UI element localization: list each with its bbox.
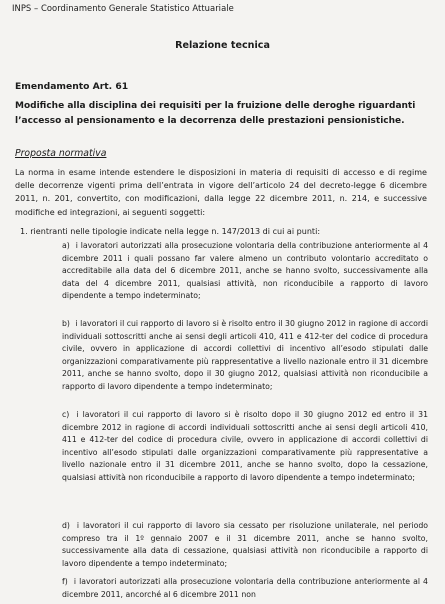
subitem-a: [62, 240, 428, 303]
subitem-text: i lavoratori il cui rapporto di lavoro si è risolto entro il 30 giugno 2012 in ragione di accordi individuali sottoscritti anche ai sensi degli articoli 410, 411 e 412-ter del codice di procedura civile, ovvero in applicazione di accordi collettivi di incentivo all’esodo stipulati dalle organizzazioni comparativamente più rappresentative a livello nazionale entro il 31 dicembre 2011, anche se hanno svolto, dopo il 30 giugno 2012, qualsiasi attività non riconducibile a rapporto di lavoro dipendente a tempo indeterminato;: [62, 319, 428, 391]
subitem-label: a): [62, 241, 70, 250]
subitem-f: [62, 576, 428, 601]
subject-heading: Modifiche alla disciplina dei requisiti per la fruizione delle deroghe riguardanti l’accesso al pensionamento e la decorrenza delle prestazioni pensionistiche.: [15, 101, 416, 126]
subitem-text: i lavoratori autorizzati alla prosecuzione volontaria della contribuzione anteriormente al 4 dicembre 2011 i quali possano far valere almeno un contributo volontario accreditato o accreditabile alla data del 6 dicembre 2011, anche se hanno svolto, successivamente alla data del 4 dicembre 2011, qualsiasi attività, non riconducibile a rapporto di lavoro dipendente a tempo indeterminato;: [62, 241, 429, 301]
subitem-text: i lavoratori il cui rapporto di lavoro sia cessato per risoluzione unilaterale, nel periodo compreso tra il 1º gennaio 2007 e il 31 dicembre 2011, anche se hanno svolto, successivamente alla data di cessazione, qualsiasi attività non riconducibile a rapporto di lavoro dipendente a tempo indeterminato;: [62, 521, 428, 568]
subitem-label: b): [62, 319, 70, 328]
subitem-text: i lavoratori autorizzati alla prosecuzione volontaria della contribuzione anteriormente al 4 dicembre 2011, ancorché al 6 dicembre 2011 non: [62, 577, 428, 599]
subitem-b: [62, 318, 428, 394]
subitem-label: f): [62, 577, 68, 586]
intro-paragraph: La norma in esame intende estendere le disposizioni in materia di requisiti di accesso e di regime delle decorrenze vigenti prima dell’entrata in vigore dell’articolo 24 del decreto-legge 6 dicembre 2011, n. 201, convertito, con modificazioni, dalla legge 22 dicembre 2011, n. 214, e successive modifiche ed integrazioni, ai seguenti soggetti:: [15, 168, 427, 217]
section-heading: Proposta normativa: [15, 148, 107, 159]
subitem-c: [62, 409, 428, 485]
page-header: INPS – Coordinamento Generale Statistico Attuariale: [12, 3, 234, 13]
list-item-1: 1. rientranti nelle tipologie indicate nella legge n. 147/2013 di cui ai punti:: [20, 227, 321, 236]
subitem-text: i lavoratori il cui rapporto di lavoro si è risolto dopo il 30 giugno 2012 ed entro il 31 dicembre 2012 in ragione di accordi individuali sottoscritti anche ai sensi degli articoli 410, 411 e 412-ter del codice di procedura civile, ovvero in applicazione di accordi collettivi di incentivo all’esodo stipulati dalle organizzazioni comparativamente più rappresentative a livello nazionale entro il 31 dicembre 2011, anche se hanno svolto, dopo la cessazione, qualsiasi attività non riconducibile a rapporto di lavoro dipendente a tempo indeterminato;: [62, 410, 428, 482]
subitem-label: c): [62, 410, 70, 419]
subitem-d: [62, 520, 428, 570]
amendment-heading: Emendamento Art. 61: [15, 81, 129, 92]
document-title: Relazione tecnica: [175, 40, 270, 51]
subitem-label: d): [62, 521, 70, 530]
